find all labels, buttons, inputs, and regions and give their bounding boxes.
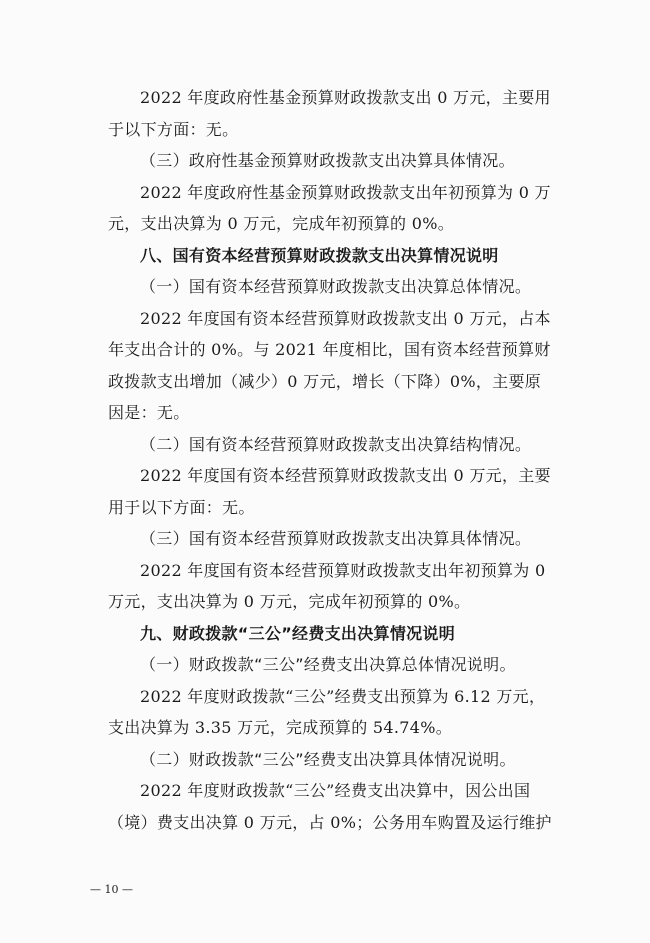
paragraph-line: 2022 年度财政拨款“三公”经费支出决算中，因公出国: [140, 781, 531, 800]
subsection-heading: （二）财政拨款“三公”经费支出决算具体情况说明。: [140, 749, 516, 769]
paragraph-line: 支出决算为 3.35 万元，完成预算的 54.74%。: [108, 718, 452, 737]
section-heading: 九、财政拨款“三公”经费支出决算情况说明: [140, 623, 456, 643]
paragraph-line: 年支出合计的 0%。与 2021 年度相比，国有资本经营预算财: [108, 340, 551, 359]
subsection-heading: （一）财政拨款“三公”经费支出决算总体情况说明。: [140, 655, 516, 674]
subsection-heading: （一）国有资本经营预算财政拨款支出决算总体情况。: [140, 277, 532, 296]
paragraph-line: 2022 年度财政拨款“三公”经费支出预算为 6.12 万元，: [140, 686, 546, 706]
document-body: [108, 82, 570, 838]
paragraph-line: 于以下方面：无。: [108, 119, 239, 139]
paragraph-line: 2022 年度政府性基金预算财政拨款支出年初预算为 0 万: [140, 182, 551, 202]
paragraph-line: 用于以下方面：无。: [108, 497, 255, 517]
paragraph-line: 2022 年度国有资本经营预算财政拨款支出 0 万元，主要: [140, 466, 551, 485]
paragraph-line: 2022 年度政府性基金预算财政拨款支出 0 万元，主要用: [140, 88, 551, 107]
paragraph-line: （境）费支出决算 0 万元，占 0%；公务用车购置及运行维护: [108, 812, 552, 832]
section-heading: 八、国有资本经营预算财政拨款支出决算情况说明: [140, 245, 499, 265]
paragraph-line: 因是：无。: [108, 403, 190, 422]
paragraph-line: 2022 年度国有资本经营预算财政拨款支出年初预算为 0: [140, 560, 546, 580]
subsection-heading: （三）国有资本经营预算财政拨款支出决算具体情况。: [140, 529, 532, 548]
paragraph-line: 2022 年度国有资本经营预算财政拨款支出 0 万元，占本: [140, 308, 551, 328]
paragraph-line: 政拨款支出增加（减少）0 万元，增长（下降）0%，主要原: [108, 371, 542, 391]
page-number: — 10 —: [90, 883, 133, 896]
paragraph-line: 万元，支出决算为 0 万元，完成年初预算的 0%。: [108, 592, 471, 611]
subsection-heading: （三）政府性基金预算财政拨款支出决算具体情况。: [140, 151, 515, 170]
paragraph-line: 元，支出决算为 0 万元，完成年初预算的 0%。: [108, 214, 455, 233]
subsection-heading: （二）国有资本经营预算财政拨款支出决算结构情况。: [140, 434, 532, 454]
